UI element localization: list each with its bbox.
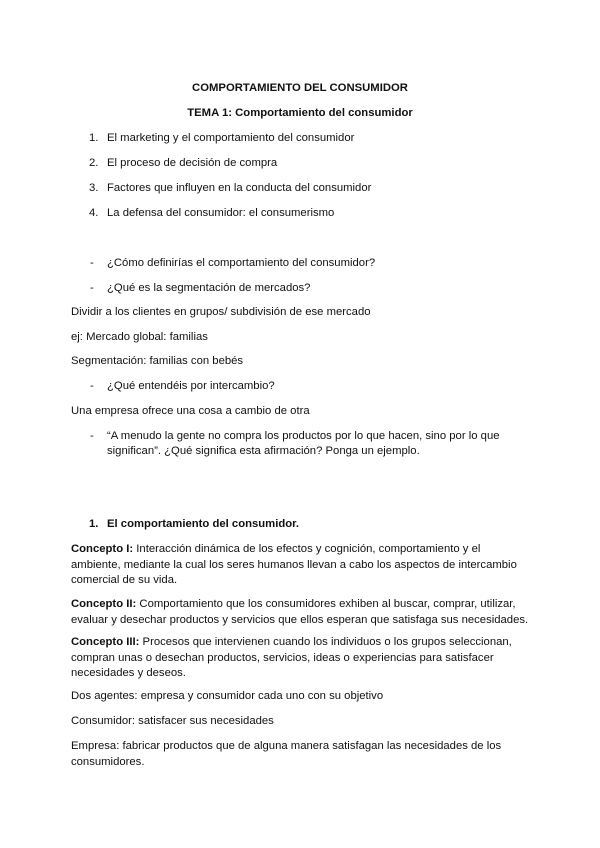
question-dash: - bbox=[90, 430, 94, 442]
question-4-line-1: “A menudo la gente no compra los productos por lo que hacen, sino por lo que bbox=[107, 430, 500, 442]
concept-label: Concepto I: bbox=[71, 543, 134, 555]
question-3: ¿Qué entendéis por intercambio? bbox=[107, 380, 275, 392]
concept-text: Comportamiento que los consumidores exhiben al buscar, comprar, utilizar, evaluar y desechar productos y servicios que ellos esperan que satisfaga sus necesidades. bbox=[71, 598, 529, 626]
concept-paragraph bbox=[71, 542, 529, 589]
agents-line: Dos agentes: empresa y consumidor cada uno con su objetivo bbox=[71, 690, 384, 702]
consumer-line: Consumidor: satisfacer sus necesidades bbox=[71, 715, 274, 727]
company-paragraph: Empresa: fabricar productos que de alguna manera satisfagan las necesidades de los consumidores. bbox=[71, 740, 502, 768]
concept-paragraph bbox=[71, 635, 529, 682]
outline-item: La defensa del consumidor: el consumerismo bbox=[107, 207, 335, 219]
concept-text: Interacción dinámica de los efectos y cognición, comportamiento y el ambiente, mediante la cual los seres humanos llevan a cabo los aspectos de intercambio comercial de su vida. bbox=[71, 543, 517, 586]
concept-text: Procesos que intervienen cuando los individuos o los grupos seleccionan, compran unas o desechan productos, servicios, ideas o experiencias para satisfacer necesidades y deseos. bbox=[71, 636, 512, 679]
answer-line: Dividir a los clientes en grupos/ subdivisión de ese mercado bbox=[71, 306, 371, 318]
outline-number: 4. bbox=[89, 207, 99, 219]
concept-paragraph bbox=[71, 597, 529, 628]
outline-number: 1. bbox=[89, 132, 99, 144]
question-1: ¿Cómo definirías el comportamiento del consumidor? bbox=[107, 257, 376, 269]
outline-number: 2. bbox=[89, 157, 99, 169]
concept-label: Concepto II: bbox=[71, 598, 137, 610]
question-dash: - bbox=[90, 257, 94, 269]
section-number: 1. bbox=[89, 518, 99, 530]
answer-line: ej: Mercado global: familias bbox=[71, 331, 208, 343]
question-dash: - bbox=[90, 380, 94, 392]
outline-item: Factores que influyen en la conducta del consumidor bbox=[107, 182, 372, 194]
answer-line: Segmentación: familias con bebés bbox=[71, 355, 244, 367]
answer-line: Una empresa ofrece una cosa a cambio de otra bbox=[71, 405, 310, 417]
section-heading: El comportamiento del consumidor. bbox=[107, 518, 300, 530]
document-title: COMPORTAMIENTO DEL CONSUMIDOR bbox=[192, 82, 408, 94]
outline-item: El proceso de decisión de compra bbox=[107, 157, 278, 169]
concept-label: Concepto III: bbox=[71, 636, 140, 648]
question-4-line-2: significan”. ¿Qué significa esta afirmación? Ponga un ejemplo. bbox=[107, 445, 420, 457]
question-2: ¿Qué es la segmentación de mercados? bbox=[107, 282, 311, 294]
outline-item: El marketing y el comportamiento del consumidor bbox=[107, 132, 355, 144]
theme-title: TEMA 1: Comportamiento del consumidor bbox=[187, 107, 413, 119]
outline-number: 3. bbox=[89, 182, 99, 194]
question-dash: - bbox=[90, 282, 94, 294]
